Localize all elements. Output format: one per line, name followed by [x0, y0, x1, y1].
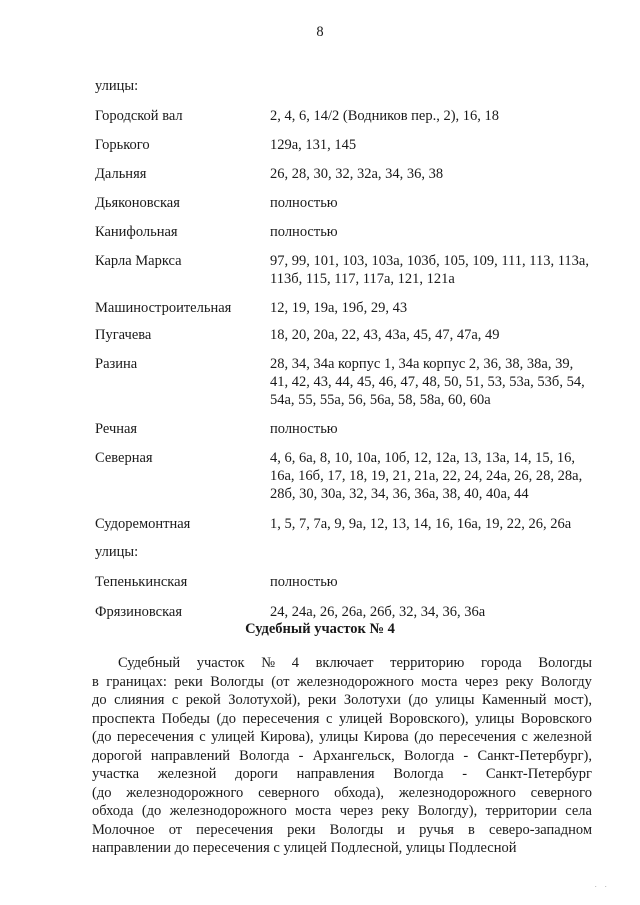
street-row: [95, 449, 615, 503]
paragraph-line: проспекта Победы (до пересечения с улицей Воровского), улицы Воровского: [92, 710, 592, 727]
street-name: Речная: [95, 421, 138, 437]
street-name: Дьяконовская: [95, 195, 180, 211]
street-name: Пугачева: [95, 327, 152, 343]
paragraph-line: участка железной дороги направления Вологда - Санкт-Петербург: [92, 766, 592, 782]
scan-mark: · ·: [594, 883, 610, 891]
house-numbers: [270, 299, 615, 317]
house-numbers-line: 4, 6, 6а, 8, 10, 10а, 10б, 12, 12а, 13, 13а, 14, 15, 16,: [270, 450, 575, 466]
paragraph-line: обхода (до железнодорожного моста через реку Вологду), территории села: [92, 803, 592, 819]
house-numbers: [270, 107, 615, 125]
street-name: улицы:: [95, 544, 139, 560]
street-name: Карла Маркса: [95, 253, 182, 269]
house-numbers-line: 24, 24а, 26, 26а, 26б, 32, 34, 36, 36а: [270, 604, 486, 620]
street-row: [95, 165, 615, 183]
street-row: [95, 515, 615, 533]
house-numbers: [270, 603, 615, 621]
street-group-heading: [95, 77, 615, 95]
house-numbers-line: 12, 19, 19а, 19б, 29, 43: [270, 300, 408, 316]
house-numbers: [270, 573, 615, 591]
street-row: [95, 136, 615, 154]
street-name: Городской вал: [95, 108, 183, 124]
house-numbers-line: 113б, 115, 117, 117а, 121, 121а: [270, 271, 455, 287]
street-row: [95, 603, 615, 621]
house-numbers-line: полностью: [270, 224, 338, 240]
street-name: улицы:: [95, 78, 139, 94]
paragraph-line: Молочное от пересечения реки Вологды и ручья в северо-западном: [92, 821, 592, 838]
house-numbers: [270, 420, 615, 438]
house-numbers: [270, 355, 615, 409]
street-row: [95, 194, 615, 212]
house-numbers-line: полностью: [270, 574, 338, 590]
street-row: [95, 355, 615, 409]
house-numbers-line: 129а, 131, 145: [270, 137, 357, 153]
section-title: Судебный участок № 4: [245, 621, 395, 637]
street-name: Северная: [95, 450, 153, 466]
street-row: [95, 252, 615, 288]
street-row: [95, 573, 615, 591]
street-name: Канифольная: [95, 224, 178, 240]
paragraph-line: в границах: реки Вологды (от железнодорожного моста через реку Вологду: [92, 673, 592, 690]
house-numbers-line: 16а, 16б, 17, 18, 19, 21, 21а, 22, 24, 24а, 26, 28, 28а,: [270, 468, 583, 484]
house-numbers-line: 54а, 55, 55а, 56, 56а, 58, 58а, 60, 60а: [270, 392, 491, 408]
house-numbers-line: 41, 42, 43, 44, 45, 46, 47, 48, 50, 51, 53, 53а, 53б, 54,: [270, 374, 585, 390]
house-numbers-line: 18, 20, 20а, 22, 43, 43а, 45, 47, 47а, 49: [270, 327, 500, 343]
street-name: Судоремонтная: [95, 516, 191, 532]
house-numbers-line: 26, 28, 30, 32, 32а, 34, 36, 38: [270, 166, 444, 182]
house-numbers: [270, 449, 615, 503]
paragraph-line: (до пересечения с улицей Кирова), улицы Кирова (до пересечения с железной: [92, 729, 592, 745]
paragraph-line: направлении до пересечения с улицей Подлесной, улицы Подлесной: [92, 840, 517, 856]
paragraph-line: дорогой направлений Вологда - Архангельск, Вологда - Санкт-Петербург),: [92, 747, 592, 764]
street-group-heading: [95, 543, 615, 561]
street-name: Фрязиновская: [95, 604, 182, 620]
paragraph-line: Судебный участок № 4 включает территорию города Вологды: [118, 655, 592, 671]
house-numbers-line: полностью: [270, 421, 338, 437]
house-numbers-line: 97, 99, 101, 103, 103а, 103б, 105, 109, 111, 113, 113а,: [270, 253, 589, 269]
street-row: [95, 420, 615, 438]
paragraph-line: до слияния с рекой Золотухой), реки Золотухи (до улицы Каменный мост),: [92, 692, 592, 708]
street-name: Тепенькинская: [95, 574, 188, 590]
house-numbers: [270, 326, 615, 344]
house-numbers-line: полностью: [270, 195, 338, 211]
house-numbers: [270, 165, 615, 183]
house-numbers-line: 28, 34, 34а корпус 1, 34а корпус 2, 36, 38, 38а, 39,: [270, 356, 574, 372]
street-name: Разина: [95, 356, 138, 372]
street-row: [95, 223, 615, 241]
house-numbers-line: 2, 4, 6, 14/2 (Водников пер., 2), 16, 18: [270, 108, 500, 124]
paragraph-line: (до железнодорожного северного обхода), железнодорожного северного: [92, 784, 592, 801]
street-name: Машиностроительная: [95, 300, 232, 316]
street-row: [95, 299, 615, 317]
street-name: Дальняя: [95, 166, 147, 182]
street-address-list: [95, 66, 615, 621]
house-numbers: [270, 515, 615, 533]
street-row: [95, 326, 615, 344]
section-description: [92, 654, 592, 858]
house-numbers: [270, 252, 615, 288]
house-numbers-line: 28б, 30, 30а, 32, 34, 36, 36а, 38, 40, 40а, 44: [270, 486, 529, 502]
page-number: 8: [316, 24, 324, 40]
house-numbers-line: 1, 5, 7, 7а, 9, 9а, 12, 13, 14, 16, 16а, 19, 22, 26, 26а: [270, 516, 572, 532]
house-numbers: [270, 136, 615, 154]
street-name: Горького: [95, 137, 150, 153]
house-numbers: [270, 194, 615, 212]
house-numbers: [270, 223, 615, 241]
street-row: [95, 107, 615, 125]
